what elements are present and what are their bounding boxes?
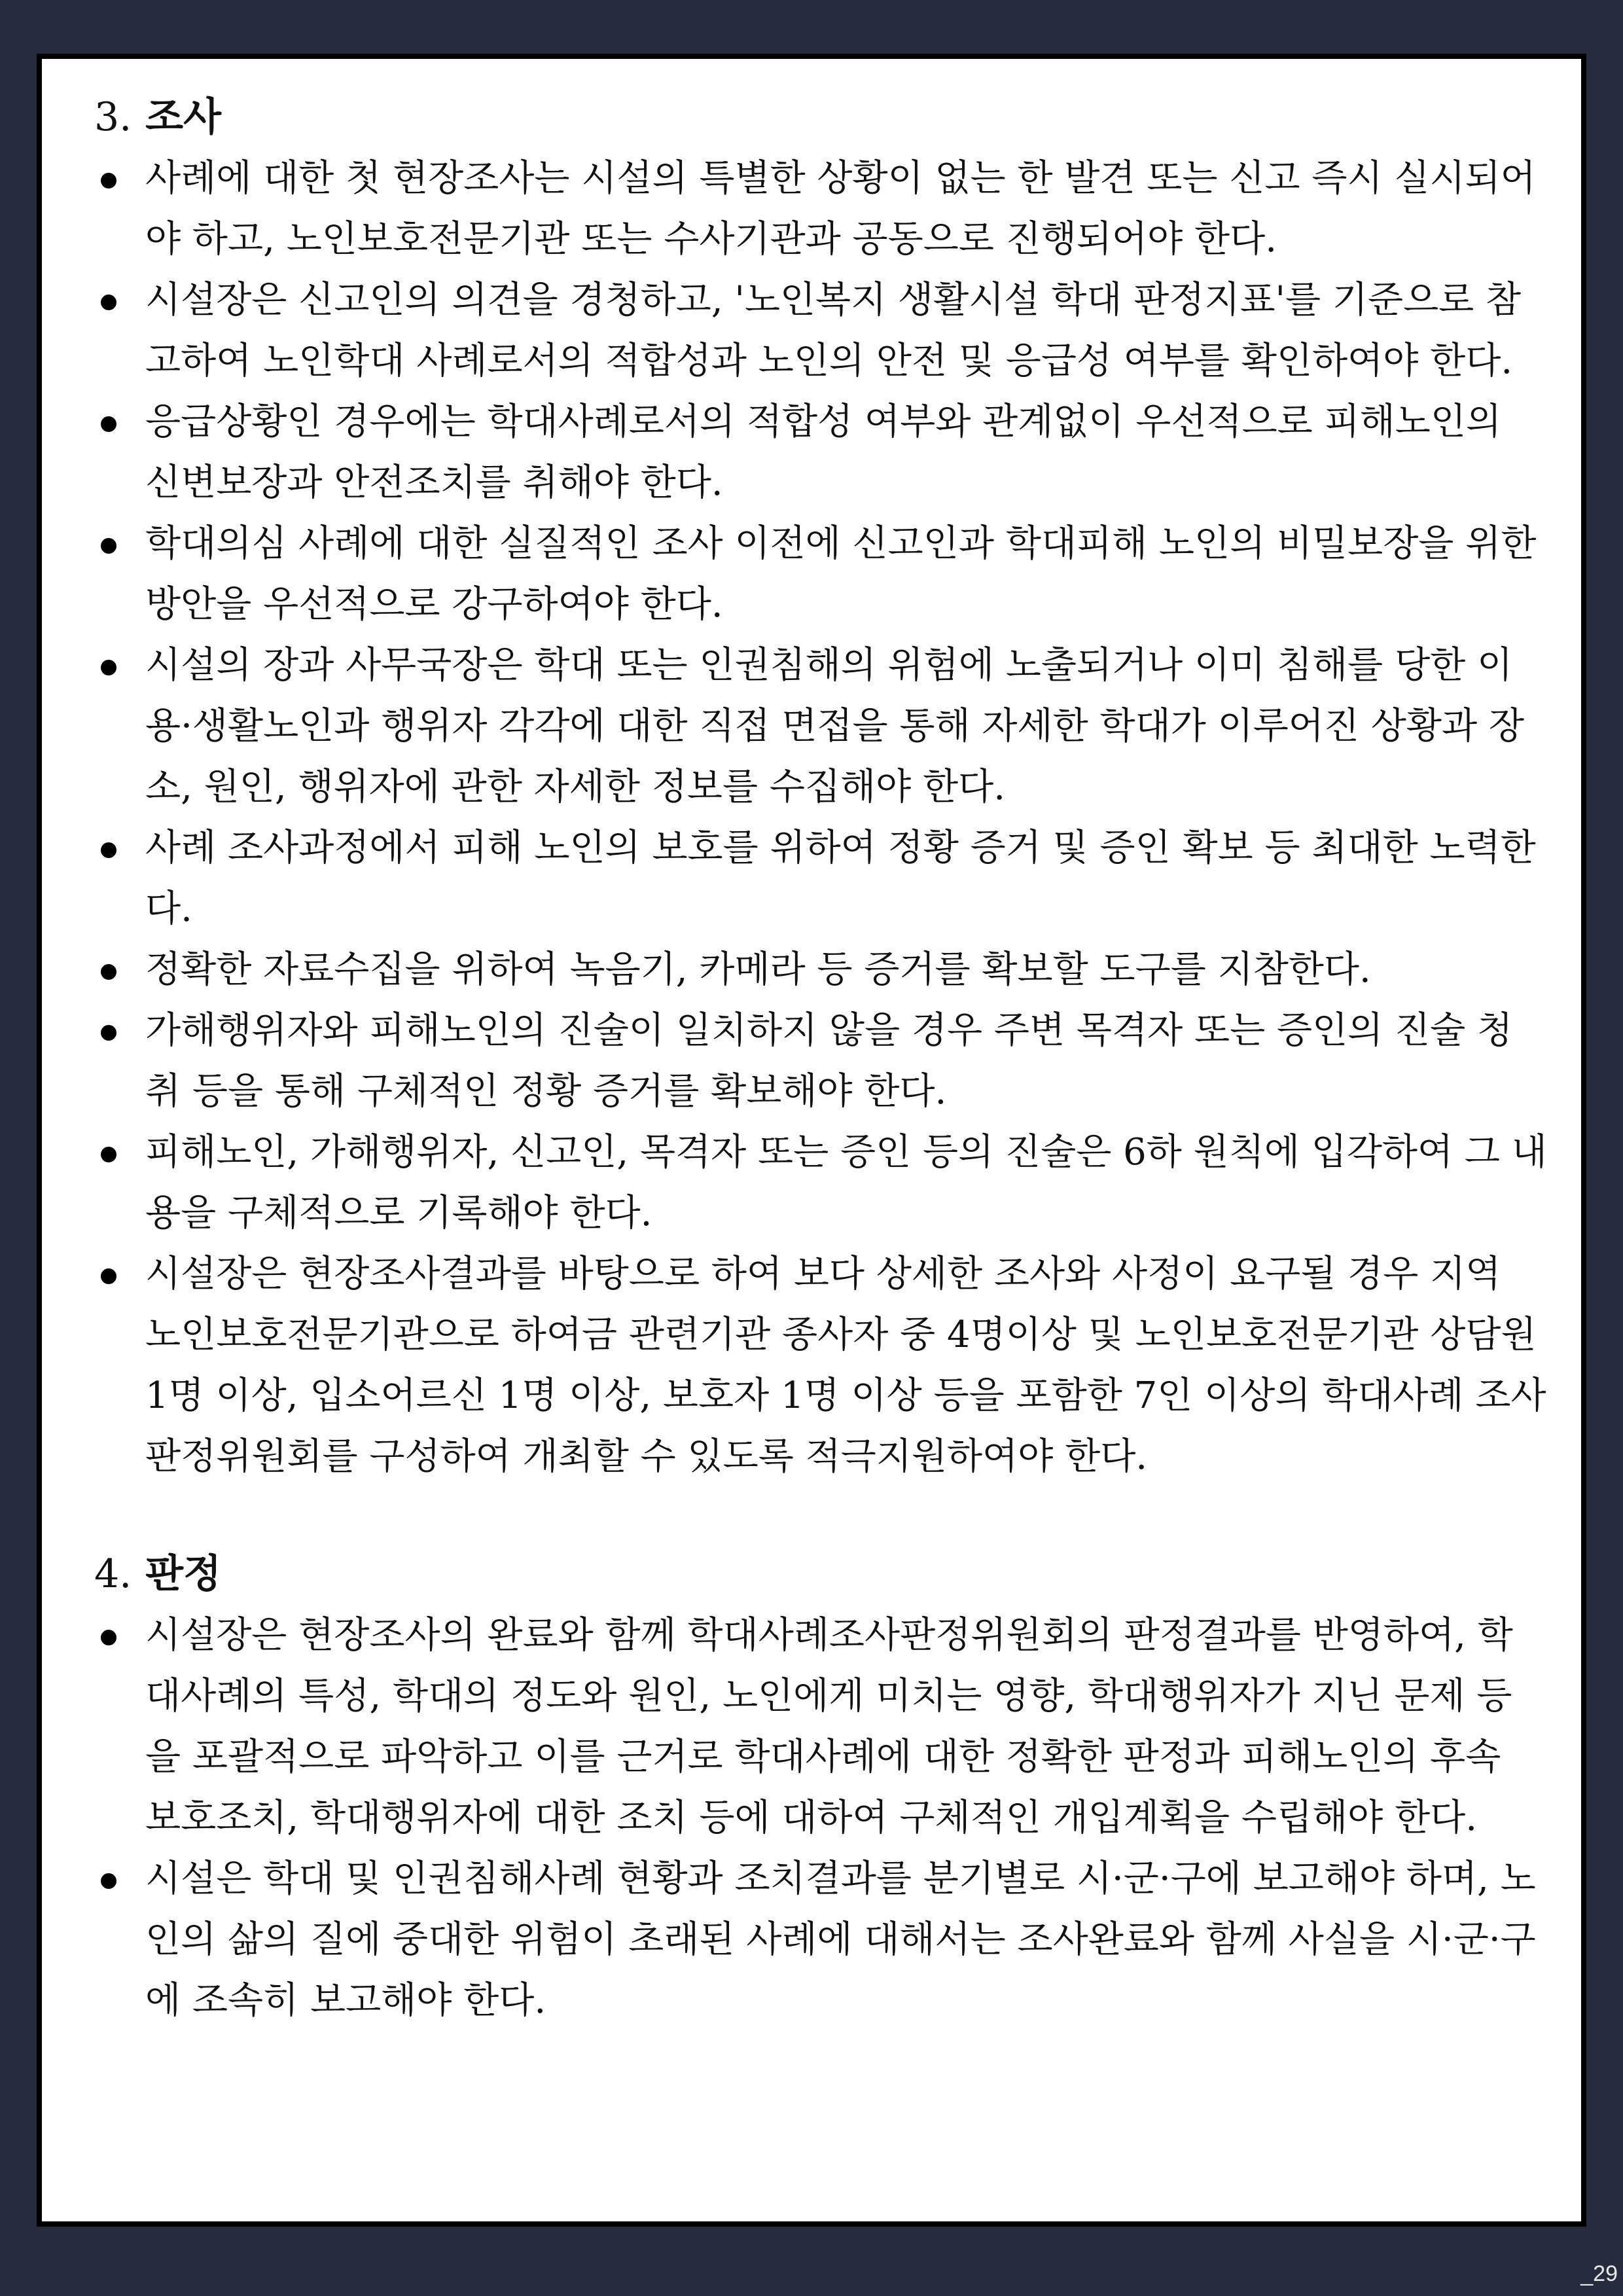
list-item: 시설장은 신고인의 의견을 경청하고, '노인복지 생활시설 학대 판정지표'를 기준으로 참고하여 노인학대 사례로서의 적합성과 노인의 안전 및 응급성 여부를 확인하여야 한다.	[94, 270, 1547, 391]
list-item: 시설장은 현장조사의 완료와 함께 학대사례조사판정위원회의 판정결과를 반영하여, 학대사례의 특성, 학대의 정도와 원인, 노인에게 미치는 영향, 학대행위자가 지닌 문제 등을 포괄적으로 파악하고 이를 근거로 학대사례에 대한 정확한 판정과 피해노인의 후속 보호조치, 학대행위자에 대한 조치 등에 대하여 구체적인 개입계획을 수립해야 한다.	[94, 1605, 1547, 1848]
section-title: 판정	[145, 1551, 222, 1597]
list-item: 사례 조사과정에서 피해 노인의 보호를 위하여 정황 증거 및 증인 확보 등 최대한 노력한다.	[94, 817, 1547, 939]
page-number: _29	[1580, 2261, 1618, 2286]
section-number: 3.	[94, 94, 132, 140]
section-heading-judgment	[94, 1543, 1547, 1605]
list-item: 응급상황인 경우에는 학대사례로서의 적합성 여부와 관계없이 우선적으로 피해노인의 신변보장과 안전조치를 취해야 한다.	[94, 391, 1547, 513]
judgment-bullet-list	[94, 1605, 1547, 2031]
section-heading-investigation	[94, 86, 1547, 148]
list-item: 시설장은 현장조사결과를 바탕으로 하여 보다 상세한 조사와 사정이 요구될 경우 지역 노인보호전문기관으로 하여금 관련기관 종사자 중 4명이상 및 노인보호전문기관 상담원 1명 이상, 입소어르신 1명 이상, 보호자 1명 이상 등을 포함한 7인 이상의 학대사례 조사판정위원회를 구성하여 개최할 수 있도록 적극지원하여야 한다.	[94, 1244, 1547, 1487]
page-frame	[37, 54, 1586, 2227]
document-content	[94, 86, 1547, 2031]
list-item: 사례에 대한 첫 현장조사는 시설의 특별한 상황이 없는 한 발견 또는 신고 즉시 실시되어야 하고, 노인보호전문기관 또는 수사기관과 공동으로 진행되어야 한다.	[94, 148, 1547, 270]
list-item: 시설의 장과 사무국장은 학대 또는 인권침해의 위험에 노출되거나 이미 침해를 당한 이용·생활노인과 행위자 각각에 대한 직접 면접을 통해 자세한 학대가 이루어진 상황과 장소, 원인, 행위자에 관한 자세한 정보를 수집해야 한다.	[94, 635, 1547, 817]
list-item: 시설은 학대 및 인권침해사례 현황과 조치결과를 분기별로 시·군·구에 보고해야 하며, 노인의 삶의 질에 중대한 위험이 초래된 사례에 대해서는 조사완료와 함께 사실을 시·군·구에 조속히 보고해야 한다.	[94, 1848, 1547, 2031]
section-divider-space	[94, 1487, 1547, 1543]
list-item: 정확한 자료수집을 위하여 녹음기, 카메라 등 증거를 확보할 도구를 지참한다.	[94, 939, 1547, 1000]
list-item: 가해행위자와 피해노인의 진술이 일치하지 않을 경우 주변 목격자 또는 증인의 진술 청취 등을 통해 구체적인 정황 증거를 확보해야 한다.	[94, 1000, 1547, 1122]
section-title: 조사	[145, 94, 222, 140]
section-number: 4.	[94, 1551, 132, 1597]
list-item: 피해노인, 가해행위자, 신고인, 목격자 또는 증인 등의 진술은 6하 원칙에 입각하여 그 내용을 구체적으로 기록해야 한다.	[94, 1122, 1547, 1244]
list-item: 학대의심 사례에 대한 실질적인 조사 이전에 신고인과 학대피해 노인의 비밀보장을 위한 방안을 우선적으로 강구하여야 한다.	[94, 513, 1547, 635]
investigation-bullet-list	[94, 148, 1547, 1487]
